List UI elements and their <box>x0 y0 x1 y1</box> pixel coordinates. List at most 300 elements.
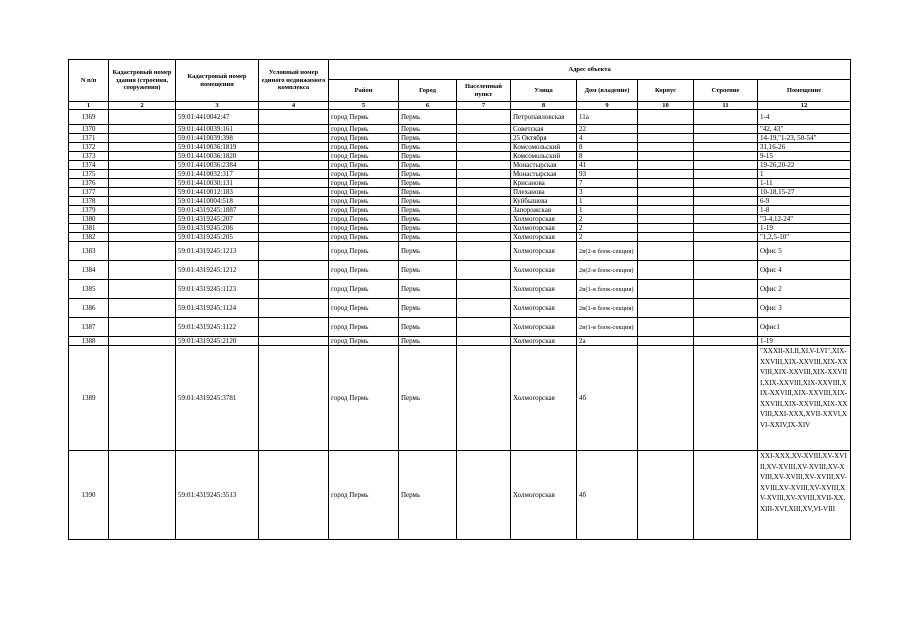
house-cell: 3 <box>577 188 638 197</box>
district-cell: город Пермь <box>329 161 399 170</box>
house-cell: 4б <box>577 346 638 451</box>
column-number: 7 <box>457 102 511 110</box>
korpus-cell <box>638 346 694 451</box>
header-num: N п/п <box>69 60 109 102</box>
row-number: 1386 <box>69 299 109 318</box>
row-number: 1370 <box>69 125 109 134</box>
stroenie-cell <box>694 451 758 540</box>
stroenie-cell <box>694 242 758 261</box>
street-cell: Холмогорская <box>511 451 577 540</box>
korpus-cell <box>638 451 694 540</box>
house-cell: 7 <box>577 179 638 188</box>
city-cell: Пермь <box>399 188 457 197</box>
row-number: 1383 <box>69 242 109 261</box>
stroenie-cell <box>694 161 758 170</box>
district-cell: город Пермь <box>329 451 399 540</box>
city-cell: Пермь <box>399 346 457 451</box>
room-cadastral-cell: 59:01:4410036:2384 <box>176 161 259 170</box>
row-number: 1387 <box>69 318 109 337</box>
room-cell: 1-4 <box>758 110 851 125</box>
table-row <box>69 143 851 152</box>
building-cadastral-cell <box>109 206 176 215</box>
table-row <box>69 188 851 197</box>
building-cadastral-cell <box>109 125 176 134</box>
table-row <box>69 233 851 242</box>
stroenie-cell <box>694 261 758 280</box>
settlement-cell <box>457 143 511 152</box>
room-cadastral-cell: 59:01:4319245:1212 <box>176 261 259 280</box>
column-numbers-row <box>69 102 851 110</box>
room-cadastral-cell: 59:01:4410039:161 <box>176 125 259 134</box>
stroenie-cell <box>694 280 758 299</box>
stroenie-cell <box>694 233 758 242</box>
street-cell: Холмогорская <box>511 299 577 318</box>
settlement-cell <box>457 242 511 261</box>
column-number: 11 <box>694 102 758 110</box>
row-number: 1369 <box>69 110 109 125</box>
room-cadastral-cell: 59:01:4319245:1122 <box>176 318 259 337</box>
house-cell: 93 <box>577 170 638 179</box>
room-cadastral-cell: 59:01:4319245:2120 <box>176 337 259 346</box>
register-sheet <box>68 59 850 540</box>
city-cell: Пермь <box>399 161 457 170</box>
table-row <box>69 318 851 337</box>
district-cell: город Пермь <box>329 143 399 152</box>
table-row <box>69 299 851 318</box>
row-number: 1376 <box>69 179 109 188</box>
row-number: 1372 <box>69 143 109 152</box>
header-stroenie: Строение <box>694 80 758 102</box>
room-cell: XXI-XXX,XV-XVIII,XV-XVIII,XV-XVIII,XV-XVIII,XV-XVIII,XV-XVIII,XV-XVIII,XV-XVIII,XV-XVIII,XV-XVIII,XV-XVIII,XV-XVIII,XVII-XX,XIII-XVI,XIII,XV,VI-VIII <box>758 451 851 540</box>
stroenie-cell <box>694 337 758 346</box>
complex-number-cell <box>259 242 329 261</box>
korpus-cell <box>638 134 694 143</box>
street-cell: 25 Октября <box>511 134 577 143</box>
house-cell: 2 <box>577 215 638 224</box>
city-cell: Пермь <box>399 337 457 346</box>
complex-number-cell <box>259 152 329 161</box>
row-number: 1374 <box>69 161 109 170</box>
room-cell: 1-19 <box>758 224 851 233</box>
stroenie-cell <box>694 197 758 206</box>
korpus-cell <box>638 188 694 197</box>
complex-number-cell <box>259 280 329 299</box>
room-cell: "3-4,12-24" <box>758 215 851 224</box>
building-cadastral-cell <box>109 233 176 242</box>
room-cadastral-cell: 59:01:4319245:1124 <box>176 299 259 318</box>
city-cell: Пермь <box>399 451 457 540</box>
room-cadastral-cell: 59:01:4410030:131 <box>176 179 259 188</box>
korpus-cell <box>638 170 694 179</box>
table-row <box>69 242 851 261</box>
building-cadastral-cell <box>109 224 176 233</box>
city-cell: Пермь <box>399 261 457 280</box>
column-number: 3 <box>176 102 259 110</box>
row-number: 1381 <box>69 224 109 233</box>
room-cell: Офис 2 <box>758 280 851 299</box>
settlement-cell <box>457 179 511 188</box>
room-cell: 19-26,20-22 <box>758 161 851 170</box>
table-row <box>69 152 851 161</box>
building-cadastral-cell <box>109 337 176 346</box>
district-cell: город Пермь <box>329 206 399 215</box>
room-cell: 1 <box>758 170 851 179</box>
settlement-cell <box>457 125 511 134</box>
room-cell: Офис1 <box>758 318 851 337</box>
room-cadastral-cell: 59:01:4410004:518 <box>176 197 259 206</box>
street-cell: Холмогорская <box>511 215 577 224</box>
street-cell: Холмогорская <box>511 224 577 233</box>
room-cell: Офис 3 <box>758 299 851 318</box>
room-cell: 6-9 <box>758 197 851 206</box>
header-house: Дом (владение) <box>577 80 638 102</box>
building-cadastral-cell <box>109 161 176 170</box>
column-number: 1 <box>69 102 109 110</box>
column-number: 5 <box>329 102 399 110</box>
house-cell: 2 <box>577 224 638 233</box>
settlement-cell <box>457 197 511 206</box>
header-room-cadastral: Кадастровый номер помещения <box>176 60 259 102</box>
room-cadastral-cell: 59:01:4410036:1820 <box>176 152 259 161</box>
table-row <box>69 337 851 346</box>
korpus-cell <box>638 318 694 337</box>
table-body <box>69 110 851 540</box>
korpus-cell <box>638 242 694 261</box>
header-complex-number: Условный номер единого недвижимого комплекса <box>259 60 329 102</box>
street-cell: Петропавловская <box>511 110 577 125</box>
complex-number-cell <box>259 143 329 152</box>
korpus-cell <box>638 280 694 299</box>
complex-number-cell <box>259 215 329 224</box>
street-cell: Холмогорская <box>511 242 577 261</box>
table-row <box>69 161 851 170</box>
house-cell: 22 <box>577 125 638 134</box>
complex-number-cell <box>259 170 329 179</box>
header-district: Район <box>329 80 399 102</box>
room-cell: Офис 4 <box>758 261 851 280</box>
room-cell: 9-15 <box>758 152 851 161</box>
settlement-cell <box>457 346 511 451</box>
street-cell: Холмогорская <box>511 261 577 280</box>
district-cell: город Пермь <box>329 346 399 451</box>
row-number: 1388 <box>69 337 109 346</box>
table-row <box>69 224 851 233</box>
room-cadastral-cell: 59:01:4319245:207 <box>176 215 259 224</box>
room-cell: "42, 43" <box>758 125 851 134</box>
district-cell: город Пермь <box>329 318 399 337</box>
korpus-cell <box>638 215 694 224</box>
complex-number-cell <box>259 451 329 540</box>
room-cadastral-cell: 59:01:4410032:317 <box>176 170 259 179</box>
row-number: 1379 <box>69 206 109 215</box>
complex-number-cell <box>259 188 329 197</box>
settlement-cell <box>457 337 511 346</box>
table-row <box>69 110 851 125</box>
room-cadastral-cell: 59:01:4410039:398 <box>176 134 259 143</box>
table-row <box>69 346 851 451</box>
row-number: 1378 <box>69 197 109 206</box>
house-cell: 4б <box>577 451 638 540</box>
house-cell: 2а <box>577 337 638 346</box>
street-cell: Холмогорская <box>511 337 577 346</box>
district-cell: город Пермь <box>329 125 399 134</box>
complex-number-cell <box>259 224 329 233</box>
room-cell: 1-8 <box>758 206 851 215</box>
settlement-cell <box>457 280 511 299</box>
room-cadastral-cell: 59:01:4319245:1123 <box>176 280 259 299</box>
korpus-cell <box>638 299 694 318</box>
district-cell: город Пермь <box>329 197 399 206</box>
room-cell: 1-19 <box>758 337 851 346</box>
street-cell: Крисанова <box>511 179 577 188</box>
building-cadastral-cell <box>109 134 176 143</box>
city-cell: Пермь <box>399 197 457 206</box>
room-cadastral-cell: 59:01:4319245:1887 <box>176 206 259 215</box>
settlement-cell <box>457 299 511 318</box>
header-address: Адрес объекта <box>329 60 851 80</box>
street-cell: Куйбышева <box>511 197 577 206</box>
table-row <box>69 179 851 188</box>
settlement-cell <box>457 206 511 215</box>
house-cell: 1 <box>577 206 638 215</box>
city-cell: Пермь <box>399 299 457 318</box>
korpus-cell <box>638 152 694 161</box>
room-cadastral-cell: 59:01:4410042:47 <box>176 110 259 125</box>
room-cadastral-cell: 59:01:4319245:205 <box>176 233 259 242</box>
house-cell: 2в(2-я блок-секция) <box>577 242 638 261</box>
row-number: 1389 <box>69 346 109 451</box>
settlement-cell <box>457 170 511 179</box>
room-cell: 10-18,15-27 <box>758 188 851 197</box>
city-cell: Пермь <box>399 125 457 134</box>
city-cell: Пермь <box>399 233 457 242</box>
district-cell: город Пермь <box>329 224 399 233</box>
complex-number-cell <box>259 299 329 318</box>
column-number: 4 <box>259 102 329 110</box>
street-cell: Холмогорская <box>511 346 577 451</box>
korpus-cell <box>638 197 694 206</box>
house-cell: 8 <box>577 143 638 152</box>
row-number: 1371 <box>69 134 109 143</box>
korpus-cell <box>638 179 694 188</box>
building-cadastral-cell <box>109 152 176 161</box>
house-cell: 11а <box>577 110 638 125</box>
table-row <box>69 206 851 215</box>
korpus-cell <box>638 206 694 215</box>
korpus-cell <box>638 261 694 280</box>
building-cadastral-cell <box>109 299 176 318</box>
building-cadastral-cell <box>109 110 176 125</box>
table-row <box>69 261 851 280</box>
stroenie-cell <box>694 346 758 451</box>
city-cell: Пермь <box>399 318 457 337</box>
city-cell: Пермь <box>399 215 457 224</box>
district-cell: город Пермь <box>329 242 399 261</box>
district-cell: город Пермь <box>329 152 399 161</box>
room-cadastral-cell: 59:01:4319245:3513 <box>176 451 259 540</box>
table-row <box>69 197 851 206</box>
table-row <box>69 451 851 540</box>
settlement-cell <box>457 134 511 143</box>
settlement-cell <box>457 215 511 224</box>
complex-number-cell <box>259 233 329 242</box>
table-row <box>69 170 851 179</box>
street-cell: Монастырская <box>511 170 577 179</box>
room-cell: 31,16-26 <box>758 143 851 152</box>
street-cell: Комсомольский <box>511 152 577 161</box>
district-cell: город Пермь <box>329 188 399 197</box>
room-cell: "1,2,5-10" <box>758 233 851 242</box>
building-cadastral-cell <box>109 197 176 206</box>
stroenie-cell <box>694 125 758 134</box>
room-cell: 14-19,"1-23, 50-54" <box>758 134 851 143</box>
complex-number-cell <box>259 318 329 337</box>
building-cadastral-cell <box>109 261 176 280</box>
district-cell: город Пермь <box>329 337 399 346</box>
building-cadastral-cell <box>109 280 176 299</box>
complex-number-cell <box>259 206 329 215</box>
street-cell: Советская <box>511 125 577 134</box>
settlement-cell <box>457 161 511 170</box>
district-cell: город Пермь <box>329 280 399 299</box>
korpus-cell <box>638 233 694 242</box>
house-cell: 2в(2-я блок-секция) <box>577 261 638 280</box>
city-cell: Пермь <box>399 179 457 188</box>
row-number: 1384 <box>69 261 109 280</box>
column-number: 2 <box>109 102 176 110</box>
district-cell: город Пермь <box>329 299 399 318</box>
stroenie-cell <box>694 170 758 179</box>
korpus-cell <box>638 224 694 233</box>
row-number: 1385 <box>69 280 109 299</box>
korpus-cell <box>638 143 694 152</box>
table-row <box>69 280 851 299</box>
complex-number-cell <box>259 125 329 134</box>
room-cadastral-cell: 59:01:4319245:206 <box>176 224 259 233</box>
building-cadastral-cell <box>109 215 176 224</box>
street-cell: Монастырская <box>511 161 577 170</box>
stroenie-cell <box>694 143 758 152</box>
header-room: Помещение <box>758 80 851 102</box>
column-number: 6 <box>399 102 457 110</box>
korpus-cell <box>638 110 694 125</box>
settlement-cell <box>457 318 511 337</box>
room-cadastral-cell: 59:01:4410012:183 <box>176 188 259 197</box>
district-cell: город Пермь <box>329 261 399 280</box>
stroenie-cell <box>694 188 758 197</box>
building-cadastral-cell <box>109 242 176 261</box>
house-cell: 2в(1-я блок-секция) <box>577 280 638 299</box>
table-row <box>69 215 851 224</box>
header-settlement: Населенный пункт <box>457 80 511 102</box>
row-number: 1380 <box>69 215 109 224</box>
building-cadastral-cell <box>109 451 176 540</box>
stroenie-cell <box>694 299 758 318</box>
row-number: 1390 <box>69 451 109 540</box>
stroenie-cell <box>694 179 758 188</box>
room-cell: 1-11 <box>758 179 851 188</box>
settlement-cell <box>457 451 511 540</box>
street-cell: Холмогорская <box>511 233 577 242</box>
settlement-cell <box>457 261 511 280</box>
building-cadastral-cell <box>109 318 176 337</box>
column-number: 12 <box>758 102 851 110</box>
header-street: Улица <box>511 80 577 102</box>
complex-number-cell <box>259 337 329 346</box>
settlement-cell <box>457 224 511 233</box>
stroenie-cell <box>694 215 758 224</box>
column-number: 8 <box>511 102 577 110</box>
street-cell: Запорожская <box>511 206 577 215</box>
korpus-cell <box>638 337 694 346</box>
stroenie-cell <box>694 110 758 125</box>
room-cell: Офис 5 <box>758 242 851 261</box>
stroenie-cell <box>694 224 758 233</box>
city-cell: Пермь <box>399 110 457 125</box>
city-cell: Пермь <box>399 224 457 233</box>
city-cell: Пермь <box>399 143 457 152</box>
table-row <box>69 134 851 143</box>
objects-table <box>68 59 851 540</box>
stroenie-cell <box>694 152 758 161</box>
district-cell: город Пермь <box>329 179 399 188</box>
building-cadastral-cell <box>109 346 176 451</box>
house-cell: 1 <box>577 197 638 206</box>
stroenie-cell <box>694 318 758 337</box>
room-cadastral-cell: 59:01:4410036:1819 <box>176 143 259 152</box>
building-cadastral-cell <box>109 170 176 179</box>
header-building-cadastral: Кадастровый номер здания (строения, сооружения) <box>109 60 176 102</box>
settlement-cell <box>457 233 511 242</box>
row-number: 1373 <box>69 152 109 161</box>
table-row <box>69 125 851 134</box>
building-cadastral-cell <box>109 143 176 152</box>
complex-number-cell <box>259 197 329 206</box>
stroenie-cell <box>694 206 758 215</box>
complex-number-cell <box>259 110 329 125</box>
building-cadastral-cell <box>109 179 176 188</box>
room-cadastral-cell: 59:01:4319245:3781 <box>176 346 259 451</box>
row-number: 1377 <box>69 188 109 197</box>
district-cell: город Пермь <box>329 134 399 143</box>
city-cell: Пермь <box>399 170 457 179</box>
street-cell: Холмогорская <box>511 318 577 337</box>
house-cell: 2в(1-я блок-секция) <box>577 318 638 337</box>
header-city: Город <box>399 80 457 102</box>
room-cadastral-cell: 59:01:4319245:1213 <box>176 242 259 261</box>
district-cell: город Пермь <box>329 215 399 224</box>
building-cadastral-cell <box>109 188 176 197</box>
complex-number-cell <box>259 346 329 451</box>
stroenie-cell <box>694 134 758 143</box>
complex-number-cell <box>259 161 329 170</box>
house-cell: 8 <box>577 152 638 161</box>
district-cell: город Пермь <box>329 233 399 242</box>
street-cell: Плеханова <box>511 188 577 197</box>
street-cell: Комсомольский <box>511 143 577 152</box>
settlement-cell <box>457 110 511 125</box>
house-cell: 41 <box>577 161 638 170</box>
city-cell: Пермь <box>399 206 457 215</box>
house-cell: 2 <box>577 233 638 242</box>
room-cell: "XXXII-XLII,XLV-LVI",XIX-XXVIII,XIX-XXVIII,XIX-XXVIII,XIX-XXVIII,XIX-XXVIII,XIX-XXVIII,XIX-XXVIII,XIX-XXVIII,XIX-XXVIII,XIX-XXVIII,XIX-XXVIII,XIX-XXVIII,XXI-XXX,XVII-XXVI,XVI-XXIV,IX-XIV <box>758 346 851 451</box>
district-cell: город Пермь <box>329 110 399 125</box>
house-cell: 2в(1-я блок-секция) <box>577 299 638 318</box>
city-cell: Пермь <box>399 152 457 161</box>
city-cell: Пермь <box>399 280 457 299</box>
settlement-cell <box>457 152 511 161</box>
city-cell: Пермь <box>399 134 457 143</box>
